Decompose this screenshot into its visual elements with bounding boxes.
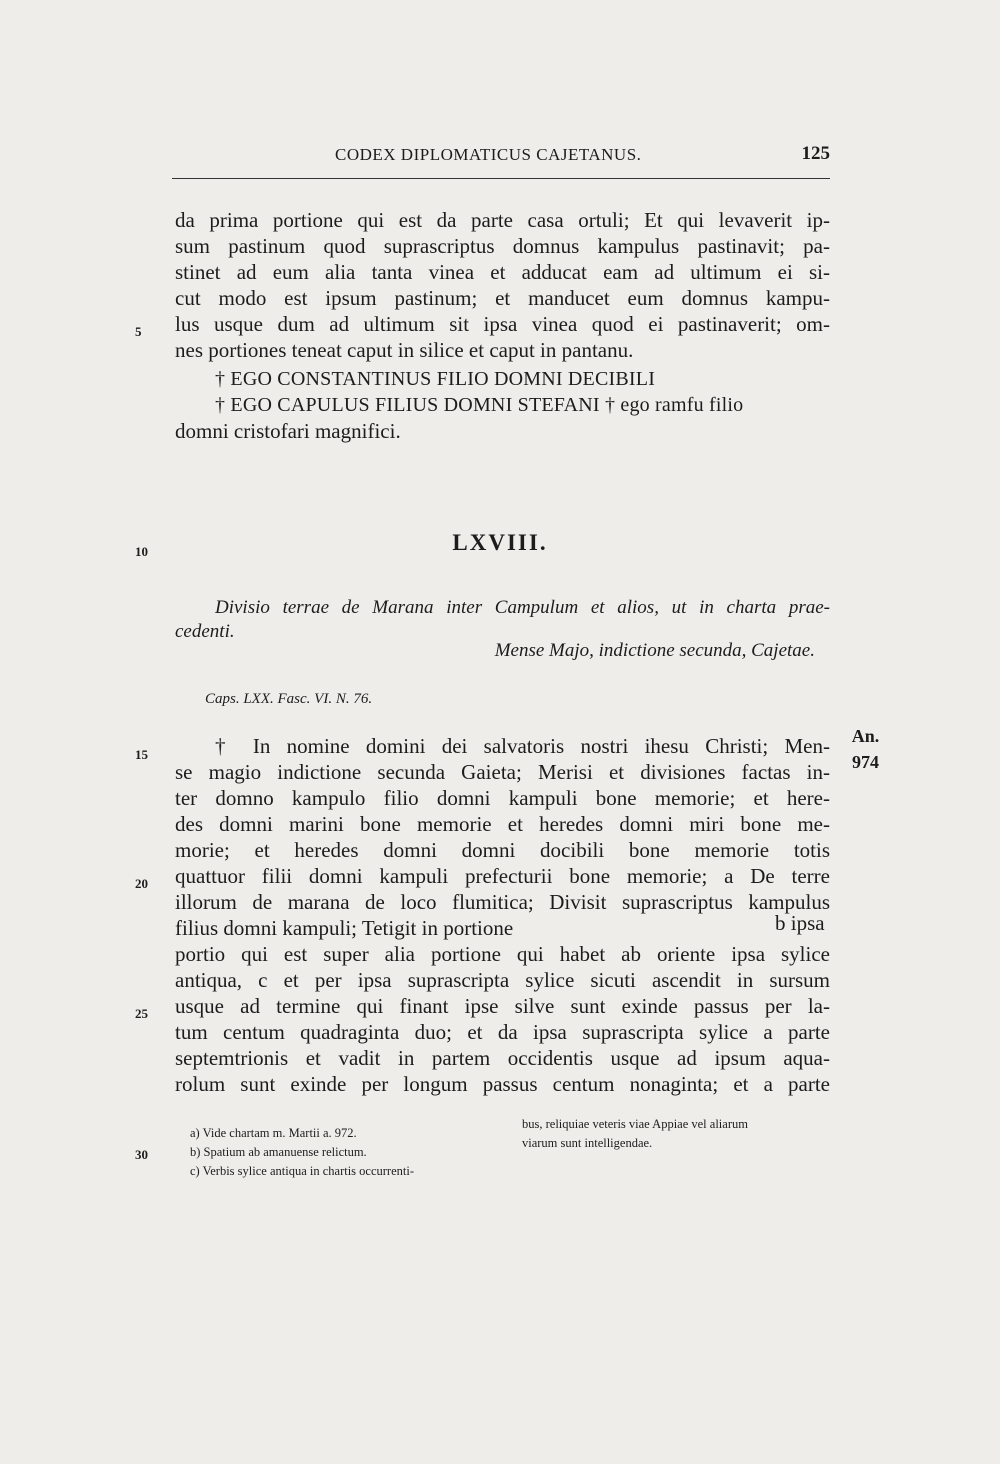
page-number: 125 <box>801 143 830 164</box>
text-line: cut modo est ipsum pastinum; et manducet eum domnus kampu- <box>175 286 830 310</box>
text-line: morie; et heredes domni domni docibili bone memorie totis <box>175 838 830 862</box>
line-number: 5 <box>135 324 142 339</box>
footnote-c: c) Verbis sylice antiqua in chartis occurrenti- <box>190 1164 414 1178</box>
line-number: 30 <box>135 1147 148 1162</box>
text-line: rolum sunt exinde per longum passus centum nonaginta; et a parte <box>175 1072 830 1096</box>
margin-year-label: An. <box>851 726 880 746</box>
section-number: LXVIII. <box>452 530 548 555</box>
footnote-c-continued: viarum sunt intelligendae. <box>522 1136 653 1150</box>
text-line: septemtrionis et vadit in partem occidentis usque ad ipsum aqua- <box>175 1046 830 1070</box>
text-line: quattuor filii domni kampuli prefecturii bone memorie; a De terre <box>175 864 830 888</box>
text-line: se magio indictione secunda Gaieta; Merisi et divisiones factas in- <box>175 760 830 784</box>
section-date: Mense Majo, indictione secunda, Cajetae. <box>494 640 815 661</box>
text-line: stinet ad eum alia tanta vinea et adducat eam ad ultimum ei si- <box>175 260 830 284</box>
section-summary-cont: cedenti. <box>175 621 235 642</box>
text-line: lus usque dum ad ultimum sit ipsa vinea quod ei pastinaverit; om- <box>175 312 830 336</box>
text-line: portio qui est super alia portione qui habet ab oriente ipsa sylice <box>175 942 830 966</box>
text-line: da prima portione qui est da parte casa ortuli; Et qui levaverit ip- <box>175 208 830 232</box>
text-line: filius domni kampuli; Tetigit in portione <box>175 916 514 940</box>
text-line: sum pastinum quod suprascriptus domnus kampulus pastinavit; pa- <box>175 234 830 258</box>
text-line: † In nomine domini dei salvatoris nostri ihesu Christi; Men- <box>215 734 830 758</box>
margin-year: 974 <box>852 752 879 772</box>
footnote-b: b) Spatium ab amanuense relictum. <box>190 1145 367 1159</box>
text-line: antiqua, c et per ipsa suprascripta sylice sicuti ascendit in sursum <box>175 968 830 992</box>
text-line: des domni marini bone memorie et heredes domni miri bone me- <box>175 812 830 836</box>
header-rule <box>172 178 830 179</box>
footnote-a: a) Vide chartam m. Martii a. 972. <box>190 1126 357 1140</box>
line-number: 20 <box>135 876 148 891</box>
text-line: usque ad termine qui finant ipse silve sunt exinde passus per la- <box>175 994 830 1018</box>
text-line: tum centum quadraginta duo; et da ipsa suprascripta sylice a parte <box>175 1020 830 1044</box>
text-line-tail: b ipsa <box>775 911 825 935</box>
archive-reference: Caps. LXX. Fasc. VI. N. 76. <box>205 691 373 707</box>
text-line: illorum de marana de loco flumitica; Divisit suprascriptus kampulus <box>175 890 830 914</box>
footnote-c-continued: bus, reliquiae veteris viae Appiae vel aliarum <box>522 1117 748 1131</box>
section-summary: Divisio terrae de Marana inter Campulum et alios, ut in charta prae- <box>215 597 830 618</box>
line-number: 15 <box>135 747 148 762</box>
running-header <box>175 143 830 171</box>
signature-line: † EGO CAPULUS FILIUS DOMNI STEFANI † ego ramfu filio <box>215 394 744 416</box>
signature-line: domni cristofari magnifici. <box>175 419 401 443</box>
text-line: nes portiones teneat caput in silice et caput in pantanu. <box>175 338 634 362</box>
text-line: ter domno kampulo filio domni kampuli bone memorie; et here- <box>175 786 830 810</box>
signature-line: † EGO CONSTANTINUS FILIO DOMNI DECIBILI <box>215 368 656 390</box>
line-number: 25 <box>135 1006 148 1021</box>
line-number: 10 <box>135 544 148 559</box>
running-title: CODEX DIPLOMATICUS CAJETANUS. <box>335 145 642 164</box>
